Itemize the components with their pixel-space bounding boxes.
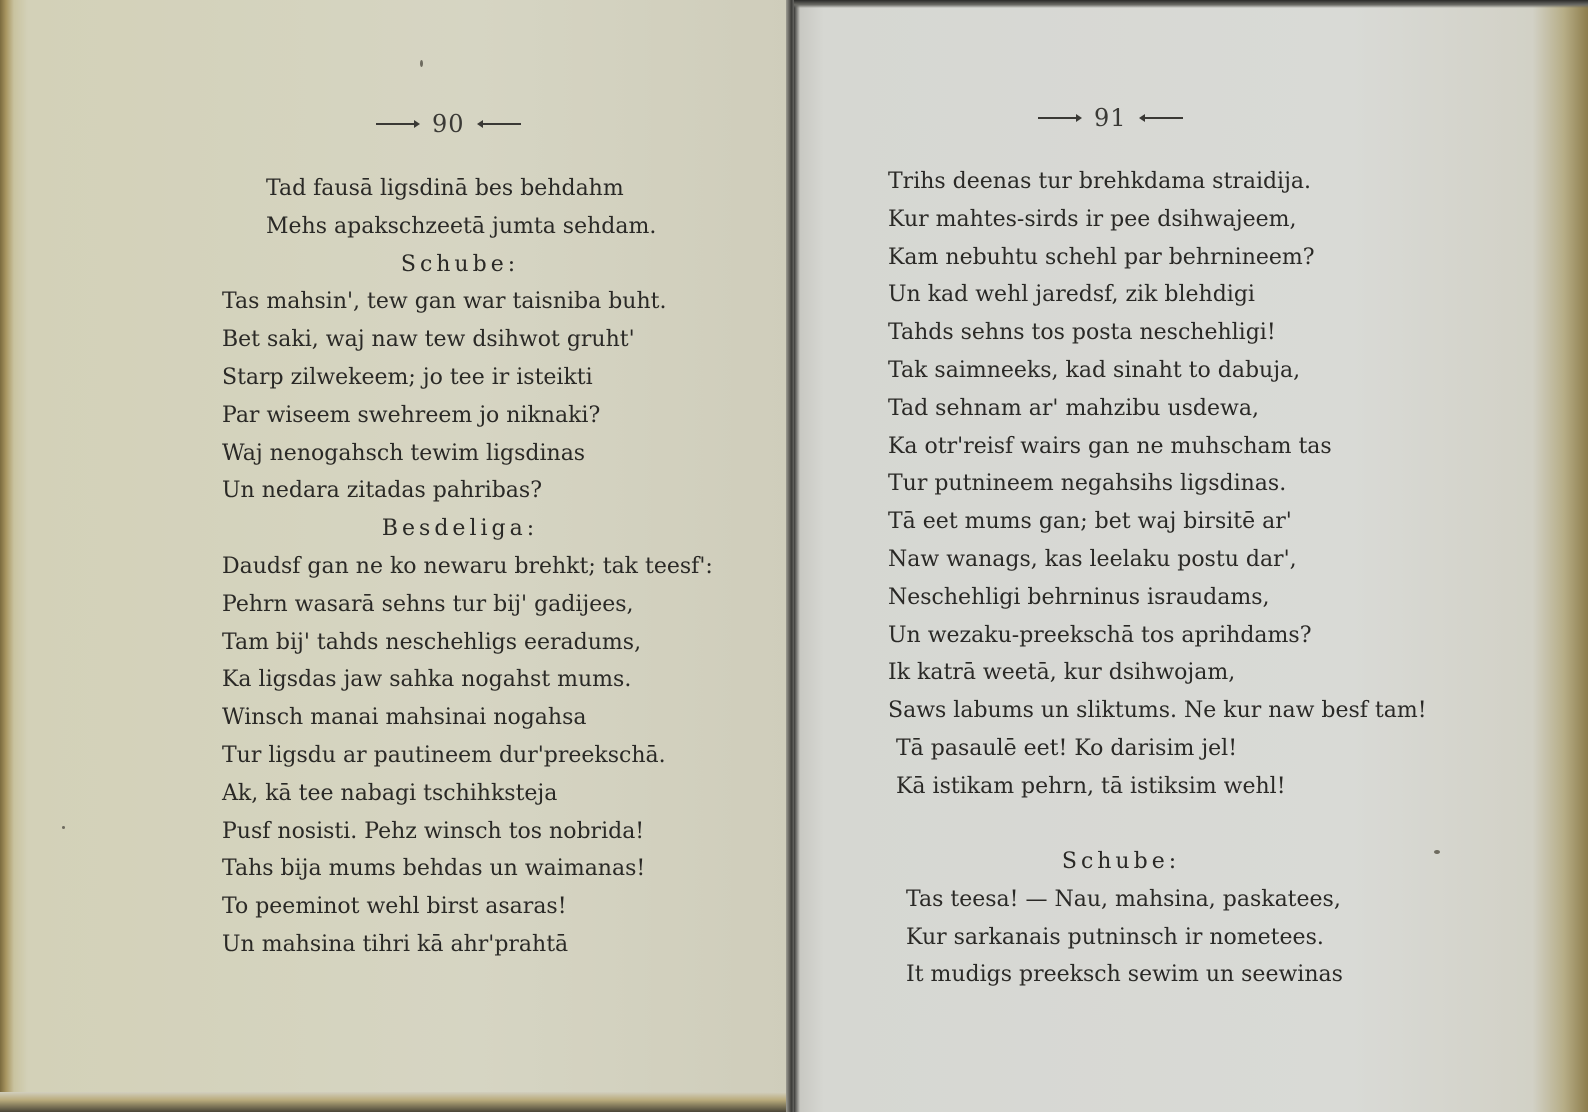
left-page-bottom-edge [0, 1092, 792, 1112]
verse-line: Tak saimneeks, kad sinaht to dabuja, [888, 357, 1301, 383]
verse-line: Kur mahtes-sirds ir pee dsihwajeem, [888, 206, 1297, 232]
verse-line: Kur sarkanais putninsch ir nometees. [906, 924, 1324, 950]
left-page [0, 0, 792, 1112]
right-page-schube-section [906, 843, 1426, 994]
right-page [794, 0, 1588, 1112]
speaker-heading-schube: Schube: [1061, 849, 1181, 874]
verse-line: Trihs deenas tur brehkdama straidija. [888, 169, 1312, 194]
verse-line: Saws labums un sliktums. Ne kur naw besf tam! [888, 698, 1427, 724]
verse-line: Ka otr'reisf wairs gan ne muhscham tas [888, 433, 1332, 459]
folio-ornament-left-arrow-icon [479, 123, 521, 125]
verse-line: Tas teesa! — Nau, mahsina, paskatees, [906, 886, 1341, 912]
verse-line: Kā istikam pehrn, tā istiksim wehl! [896, 773, 1286, 799]
right-page-top-edge [794, 0, 1588, 8]
verse-line: Bet saki, waj naw tew dsihwot gruht' [222, 327, 635, 353]
verse-line: Un kad wehl jaredsf, zik blehdigi [888, 282, 1255, 308]
right-page-number [1038, 104, 1183, 132]
verse-line: Ka ligsdas jaw sahka nogahst mums. [222, 667, 632, 693]
verse-line: Starp zilwekeem; jo tee ir isteikti [222, 364, 593, 390]
verse-line: Tam bij' tahds neschehligs eeradums, [222, 629, 642, 655]
verse-line: Un wezaku-preekschā tos aprihdams? [888, 622, 1312, 648]
verse-line: Tā eet mums gan; bet waj birsitē ar' [888, 509, 1292, 535]
verse-line: Par wiseem swehreem jo niknaki? [222, 402, 601, 428]
verse-line: Daudsf gan ne ko newaru brehkt; tak teesf': [222, 553, 713, 579]
folio-ornament-left-arrow-icon [1141, 117, 1183, 119]
verse-line: Un mahsina tihri kā ahr'prahtā [222, 931, 569, 957]
folio-ornament-right-arrow-icon [1038, 117, 1080, 119]
verse-line: Tahds sehns tos posta neschehligi! [888, 320, 1276, 346]
paper-speck [420, 60, 423, 67]
verse-line: Kam nebuhtu schehl par behrnineem? [888, 244, 1315, 270]
verse-line: Tur ligsdu ar pautineem dur'preekschā. [222, 742, 666, 768]
left-page-number [376, 110, 521, 138]
right-folio-text: 91 [1094, 104, 1127, 132]
paper-speck [1434, 850, 1440, 854]
paper-speck [62, 826, 65, 829]
verse-line: Ak, kā tee nabagi tschihksteja [222, 780, 558, 806]
folio-ornament-right-arrow-icon [376, 123, 418, 125]
verse-line: Neschehligi behrninus israudams, [888, 584, 1270, 610]
verse-line: Mehs apakschzeetā jumta sehdam. [266, 213, 657, 239]
verse-line: Un nedara zitadas pahribas? [222, 478, 542, 504]
verse-line: Tad fausā ligsdinā bes behdahm [266, 176, 624, 201]
left-folio-text: 90 [432, 110, 465, 138]
verse-line: Pusf nosisti. Pehz winsch tos nobrida! [222, 818, 645, 844]
verse-line: Tahs bija mums behdas un waimanas! [222, 856, 646, 882]
verse-line: To peeminot wehl birst asaras! [222, 894, 567, 920]
verse-line: Pehrn wasarā sehns tur bij' gadijees, [222, 591, 634, 617]
verse-line: Naw wanags, kas leelaku postu dar', [888, 546, 1297, 572]
speaker-heading-schube: Schube: [400, 251, 520, 277]
verse-line: Waj nenogahsch tewim ligsdinas [222, 440, 586, 466]
verse-line: Tas mahsin', tew gan war taisniba buht. [222, 289, 667, 315]
right-page-text [888, 163, 1448, 806]
verse-line: Tad sehnam ar' mahzibu usdewa, [888, 395, 1259, 421]
left-page-text [222, 170, 742, 964]
verse-line: Winsch manai mahsinai nogahsa [222, 705, 587, 731]
verse-line: It mudigs preeksch sewim un seewinas [906, 962, 1343, 988]
verse-line: Tur putnineem negahsihs ligsdinas. [888, 471, 1287, 497]
verse-line: Ik katrā weetā, kur dsihwojam, [888, 660, 1236, 686]
verse-line: Tā pasaulē eet! Ko darisim jel! [896, 735, 1238, 761]
speaker-heading-besdeliga: Besdeliga: [381, 516, 539, 542]
